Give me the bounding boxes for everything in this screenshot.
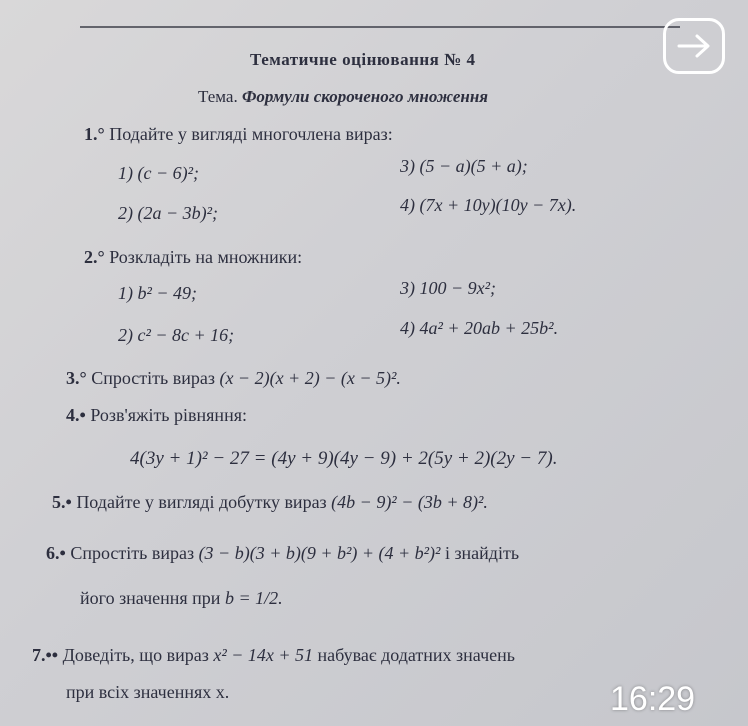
task-text: Розв'яжіть рівняння: [90,405,247,425]
task-number: 7.•• [32,645,59,665]
task-1-item-3: 3) (5 − a)(5 + a); [400,156,528,176]
task-number: 6.• [46,543,66,563]
arrow-right-icon [677,33,711,59]
task-4-equation: 4(3y + 1)² − 27 = (4y + 9)(4y − 9) + 2(5y + 2)(2y − 7). [130,448,558,469]
video-timestamp: 16:29 [610,680,696,718]
task-number: 3.° [66,368,87,388]
task-expression: (4b − 9)² − (3b + 8)². [331,492,488,512]
page-title: Тематичне оцінювання № 4 [250,50,476,69]
task-number: 2.° [84,247,105,267]
task-text-2: набуває додатних значень [317,645,515,665]
task-text: Спростіть вираз [91,368,215,388]
topic-prefix: Тема. [198,87,238,106]
task-2-item-2: 2) c² − 8c + 16; [118,325,235,345]
task-7-line-1 [32,645,515,666]
task-1-item-2: 2) (2a − 3b)²; [118,203,219,223]
task-2-item-1: 1) b² − 49; [118,283,198,303]
task-expression-2: b = 1/2. [224,588,283,608]
task-line-2: його значення при [80,588,221,608]
top-rule [80,26,680,28]
task-5 [52,492,488,513]
task-6-line-1 [46,543,519,564]
share-button[interactable] [663,18,725,74]
task-number: 4.• [66,405,86,425]
task-2-item-3: 3) 100 − 9x²; [400,278,497,298]
task-expression: (x − 2)(x + 2) − (x − 5)². [219,368,401,388]
task-text-2: і знайдіть [444,543,520,563]
task-3 [66,368,401,389]
task-7-line-2: при всіх значеннях x. [66,682,230,702]
task-text: Спростіть вираз [70,543,195,563]
task-1-item-4: 4) (7x + 10y)(10y − 7x). [400,195,577,215]
task-text: Доведіть, що вираз [62,645,209,665]
task-4-header [66,405,247,426]
topic-name: Формули скороченого множення [241,87,489,106]
task-1-header [84,124,393,145]
task-number: 1.° [84,124,105,144]
task-2-header [84,247,302,268]
task-expression: x² − 14x + 51 [213,645,314,665]
task-expression: (3 − b)(3 + b)(9 + b²) + (4 + b²)² [198,543,441,563]
topic-line [198,87,488,107]
task-text: Подайте у вигляді многочлена вираз: [109,124,393,144]
task-2-item-4: 4) 4a² + 20ab + 25b². [400,318,559,338]
task-1-item-1: 1) (c − 6)²; [118,163,200,183]
task-text: Розкладіть на множники: [109,247,303,267]
task-6-line-2 [80,588,283,609]
task-text: Подайте у вигляді добутку вираз [76,492,327,512]
task-number: 5.• [52,492,72,512]
